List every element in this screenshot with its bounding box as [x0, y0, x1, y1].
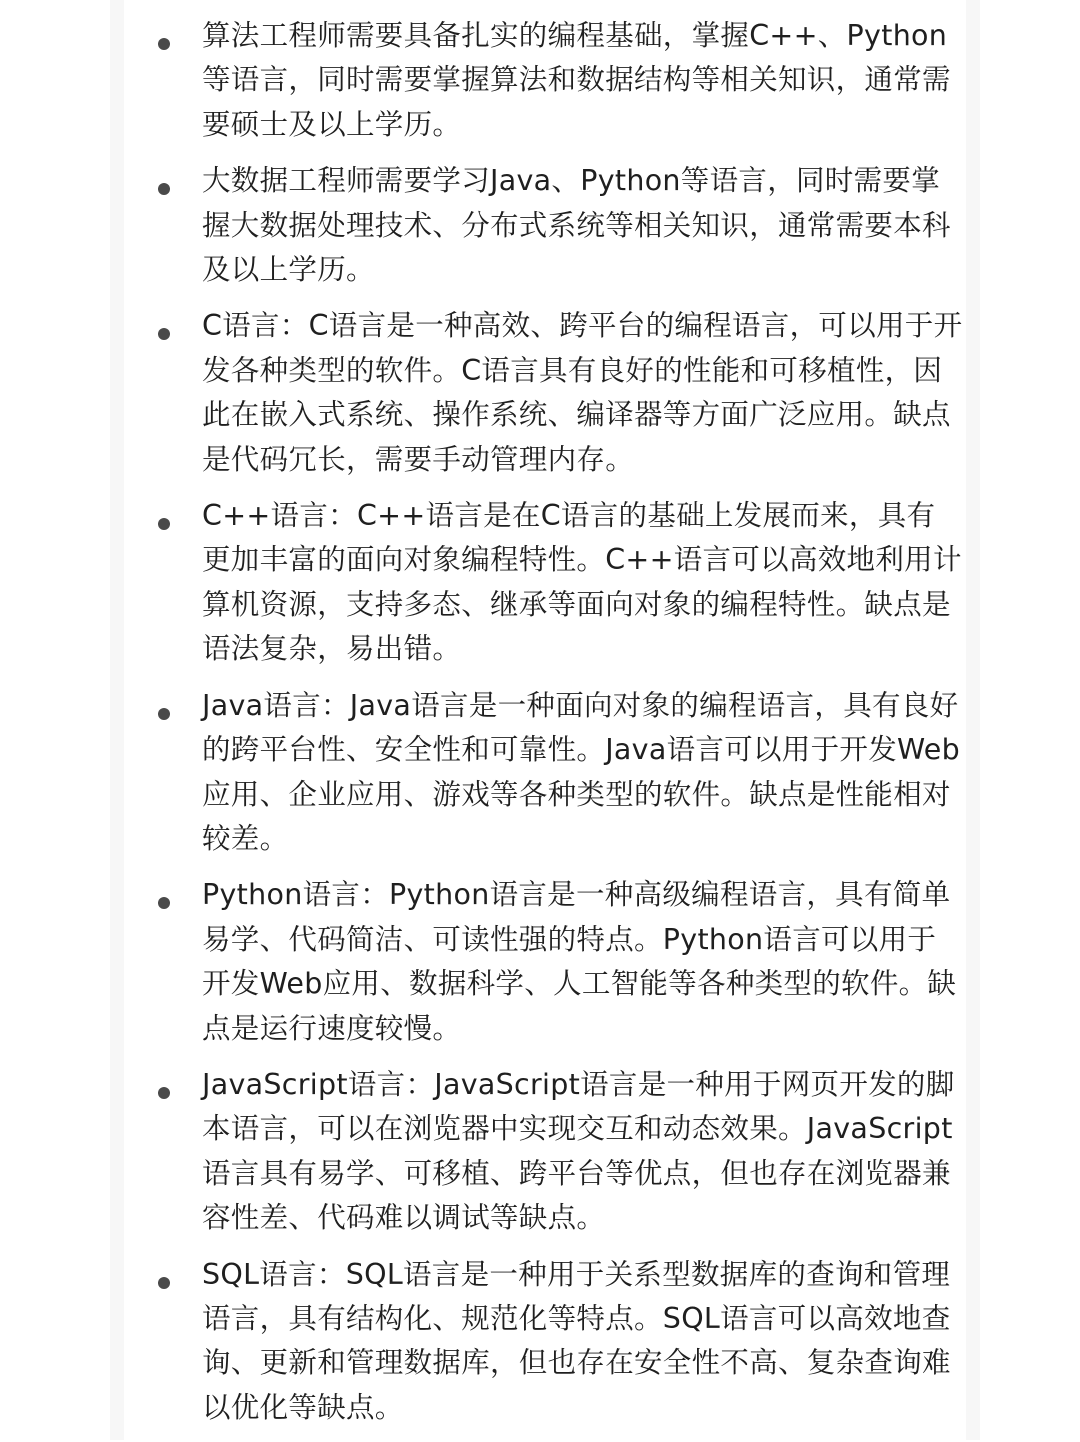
bullet-icon — [158, 328, 170, 340]
list-item-text: 大数据工程师需要学习Java、Python等语言，同时需要掌握大数据处理技术、分布式系统等相关知识，通常需要本科及以上学历。 — [202, 164, 951, 287]
bullet-icon — [158, 708, 170, 720]
bullet-icon — [158, 38, 170, 50]
document-content — [124, 14, 964, 1442]
bullet-icon — [158, 518, 170, 530]
bullet-icon — [158, 1087, 170, 1099]
list-item-sql-language — [124, 1253, 964, 1431]
list-item-big-data-engineer — [124, 159, 964, 292]
list-item-text: JavaScript语言：JavaScript语言是一种用于网页开发的脚本语言，可以在浏览器中实现交互和动态效果。JavaScript语言具有易学、可移植、跨平台等优点，但也存在浏览器兼容性差、代码难以调试等缺点。 — [202, 1067, 955, 1235]
list-item-c-language — [124, 304, 964, 482]
bullet-list — [124, 14, 964, 1430]
bullet-icon — [158, 183, 170, 195]
list-item-text: Java语言：Java语言是一种面向对象的编程语言，具有良好的跨平台性、安全性和可靠性。Java语言可以用于开发Web应用、企业应用、游戏等各种类型的软件。缺点是性能相对较差。 — [202, 688, 961, 855]
bullet-icon — [158, 1277, 170, 1289]
list-item-python-language — [124, 873, 964, 1051]
list-item-text: C语言：C语言是一种高效、跨平台的编程语言，可以用于开发各种类型的软件。C语言具有良好的性能和可移植性，因此在嵌入式系统、操作系统、编译器等方面广泛应用。缺点是代码冗长，需要手动管理内存。 — [202, 309, 963, 476]
list-item-java-language — [124, 684, 964, 862]
bullet-icon — [158, 897, 170, 909]
list-item-javascript-language — [124, 1063, 964, 1241]
list-item-text: C++语言：C++语言是在C语言的基础上发展而来，具有更加丰富的面向对象编程特性。C++语言可以高效地利用计算机资源，支持多态、继承等面向对象的编程特性。缺点是语法复杂，易出错。 — [202, 499, 962, 666]
left-page-edge — [110, 0, 124, 1440]
list-item-algorithm-engineer — [124, 14, 964, 147]
list-item-text: 算法工程师需要具备扎实的编程基础，掌握C++、Python等语言，同时需要掌握算法和数据结构等相关知识，通常需要硕士及以上学历。 — [202, 19, 951, 141]
list-item-text: SQL语言：SQL语言是一种用于关系型数据库的查询和管理语言，具有结构化、规范化等特点。SQL语言可以高效地查询、更新和管理数据库，但也存在安全性不高、复杂查询难以优化等缺点。 — [202, 1257, 951, 1424]
right-page-edge — [966, 0, 980, 1440]
list-item-cpp-language — [124, 494, 964, 672]
list-item-text: Python语言：Python语言是一种高级编程语言，具有简单易学、代码简洁、可读性强的特点。Python语言可以用于开发Web应用、数据科学、人工智能等各种类型的软件。缺点是运行速度较慢。 — [202, 878, 957, 1045]
